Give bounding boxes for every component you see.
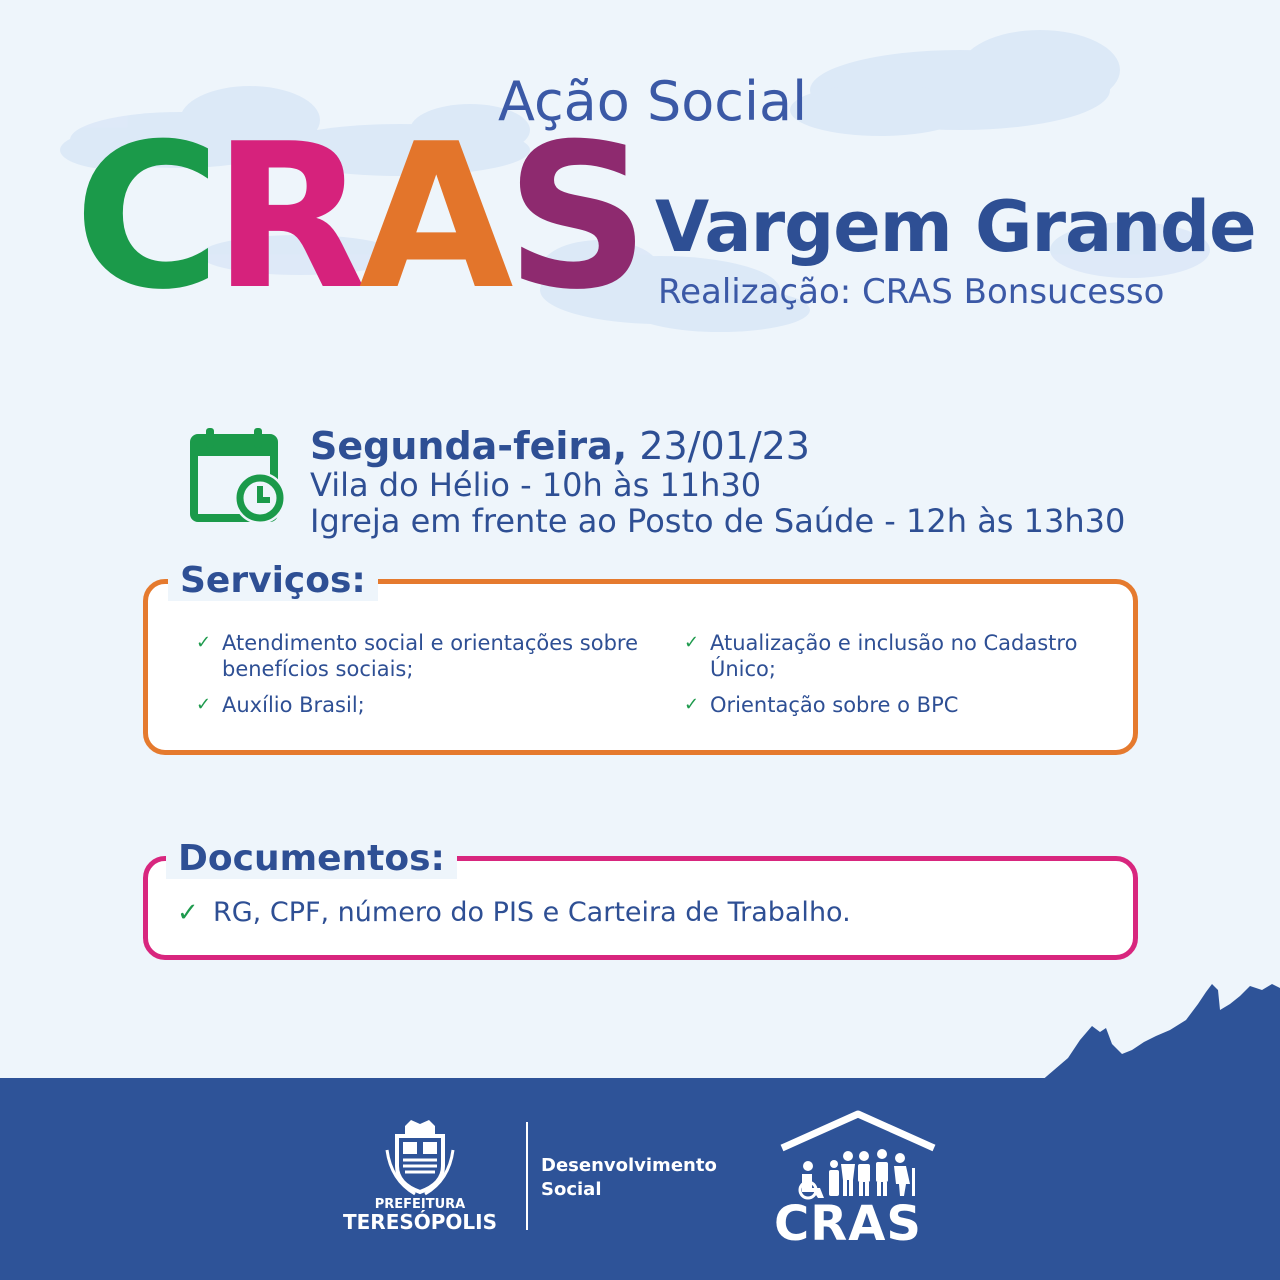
check-icon: ✓	[196, 632, 212, 653]
event-pretitle: Ação Social	[498, 70, 808, 133]
schedule-stop-1: Vila do Hélio - 10h às 11h30	[310, 466, 762, 504]
check-icon: ✓	[684, 632, 700, 653]
service-item: ✓ Orientação sobre o BPC	[684, 693, 959, 717]
house-family-icon	[778, 1110, 938, 1206]
services-title: Serviços:	[168, 560, 378, 601]
service-item: ✓ Atendimento social e orientações sobre benefícios sociais;	[196, 631, 639, 681]
cras-letter-r: R	[212, 101, 359, 334]
event-date-value: 23/01/23	[639, 424, 810, 468]
event-date	[310, 424, 810, 468]
check-icon: ✓	[177, 898, 199, 928]
service-item: ✓ Atualização e inclusão no Cadastro Único;	[684, 631, 1078, 681]
mountain-silhouette	[1040, 970, 1280, 1082]
footer-divider	[526, 1122, 528, 1230]
check-icon: ✓	[684, 694, 700, 715]
schedule-stop-2: Igreja em frente ao Posto de Saúde - 12h às 13h30	[310, 502, 1126, 540]
cras-letter-s: S	[505, 101, 642, 334]
event-weekday: Segunda-feira,	[310, 424, 628, 468]
cras-logo-text: CRAS	[774, 1196, 922, 1252]
department-label: Desenvolvimento Social	[541, 1155, 717, 1200]
location-title: Vargem Grande	[655, 186, 1256, 268]
service-item: ✓ Auxílio Brasil;	[196, 693, 365, 717]
prefeitura-label: PREFEITURA	[374, 1197, 466, 1212]
cras-title	[74, 101, 642, 334]
documents-title: Documentos:	[166, 838, 457, 879]
organizer-subtitle: Realização: CRAS Bonsucesso	[658, 272, 1165, 312]
check-icon: ✓	[196, 694, 212, 715]
cras-letter-c: C	[74, 101, 213, 334]
coat-of-arms-icon	[385, 1120, 455, 1198]
document-item: ✓ RG, CPF, número do PIS e Carteira de Trabalho.	[177, 897, 851, 928]
calendar-clock-icon	[188, 426, 288, 526]
city-label: TERESÓPOLIS	[342, 1210, 498, 1234]
cras-letter-a: A	[358, 101, 506, 334]
